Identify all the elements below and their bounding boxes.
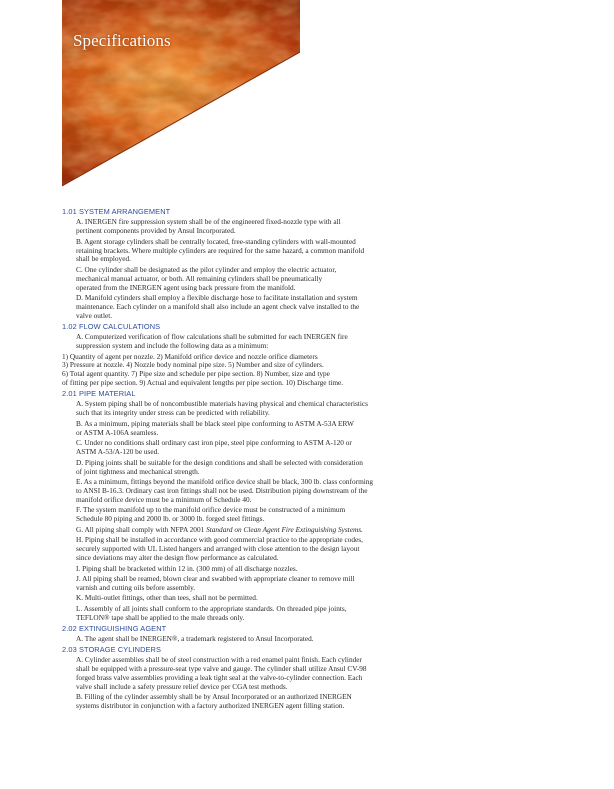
spec-paragraph: A. The agent shall be INERGEN®, a trademark registered to Ansul Incorporated. — [76, 633, 314, 643]
spec-paragraph: H. Piping shall be installed in accordance with good commercial practice to the appropriate codes, securely supported with UL Listed hangers and arranged with close attention to the design layout since deviations may alter the design flow performance as calculated. — [76, 535, 363, 563]
section-heading: 2.02 EXTINGUISHING AGENT — [62, 623, 167, 633]
section-heading: 1.01 SYSTEM ARRANGEMENT — [62, 207, 171, 216]
spec-paragraph: D. Piping joints shall be suitable for the design conditions and shall be selected with consideration of joint tightness and mechanical strength. — [76, 457, 363, 476]
section-heading: 2.01 PIPE MATERIAL — [62, 389, 136, 399]
section-heading: 2.03 STORAGE CYLINDERS — [62, 644, 161, 654]
standard-title: Standard on Clean Agent Fire Extinguishing Systems. — [206, 524, 363, 534]
spec-paragraph: G. All piping shall comply with NFPA 2001 Standard on Clean Agent Fire Extinguishing Systems. — [76, 524, 363, 534]
spec-paragraph: A. System piping shall be of noncombustible materials having physical and chemical characteristics such that its integrity under stress can be predicted with reliability. — [76, 399, 369, 418]
spec-paragraph: E. As a minimum, fittings beyond the manifold orifice device shall be black, 300 lb. class conforming to ANSI B-16.3. Ordinary cast iron fittings shall not be used. Distribution piping downstream of the manifold orifice device must be a minimum of Schedule 40. — [76, 477, 374, 504]
spec-paragraph: 1) Quantity of agent per nozzle. 2) Manifold orifice device and nozzle orifice diameters 3) Pressure at nozzle. 4) Nozzle body nominal pipe size. 5) Number and size of cylinders. 6) Total agent quantity. 7) Pipe size and schedule per pipe section. 8) Number, size and type of fitting per pipe section. 9) Actual and equivalent lengths per pipe section. 10) Discharge time. — [62, 351, 344, 388]
spec-paragraph: A. INERGEN fire suppression system shall be of the engineered fixed-nozzle type with all pertinent components provided by Ansul Incorporated. — [76, 217, 341, 236]
spec-paragraph: A. Cylinder assemblies shall be of steel construction with a red enamel paint finish. Each cylinder shall be equipped with a pressure-seat type valve and gauge. The cylinder shall utilize Ansul CV-98 forged brass valve assemblies providing a leak tight seal at the valve-to-cylinder connection. Each valve shall include a safety pressure relief device per CGA test methods. — [76, 655, 367, 691]
spec-paragraph: K. Multi-outlet fittings, other than tees, shall not be permitted. — [76, 593, 258, 603]
spec-paragraph: B. Agent storage cylinders shall be centrally located, free-standing cylinders with wall-mounted retaining brackets. Where multiple cylinders are required for the same hazard, a common manifold shall be employed. — [76, 236, 365, 264]
spec-paragraph: L. Assembly of all joints shall conform to the appropriate standards. On threaded pipe joints, TEFLON® tape shall be applied to the male threads only. — [76, 603, 347, 622]
spec-paragraph: I. Piping shall be bracketed within 12 in. (300 mm) of all discharge nozzles. — [76, 563, 298, 573]
page-title: Specifications — [73, 31, 171, 50]
spec-paragraph: A. Computerized verification of flow calculations shall be submitted for each INERGEN fire suppression system and include the following data as a minimum: — [76, 332, 348, 351]
spec-paragraph: B. As a minimum, piping materials shall be black steel pipe conforming to ASTM A-53A ERW or ASTM A-106A seamless. — [76, 418, 354, 437]
spec-paragraph: J. All piping shall be reamed, blown clear and swabbed with appropriate cleaner to remove mill varnish and cutting oils before assembly. — [76, 574, 355, 592]
spec-paragraph: D. Manifold cylinders shall employ a flexible discharge hose to facilitate installation and system maintenance. Each cylinder on a manifold shall also include an agent check valve installed to the valve outlet. — [76, 293, 360, 321]
spec-paragraph: F. The system manifold up to the manifold orifice device must be constructed of a minimum Schedule 80 piping and 2000 lb. or 3000 lb. forged steel fittings. — [76, 505, 346, 524]
spec-paragraph: C. One cylinder shall be designated as the pilot cylinder and employ the electric actuator, mechanical manual actuator, or both. All remaining cylinders shall be pneumatically operated from the INERGEN agent using back pressure from the manifold. — [76, 264, 337, 292]
fire-banner-image — [0, 0, 300, 192]
specifications-body — [62, 206, 462, 713]
spec-paragraph: B. Filling of the cylinder assembly shall be by Ansul Incorporated or an authorized INERGEN systems distributor in conjunction with a factory authorized INERGEN agent filling station. — [76, 692, 352, 711]
section-heading: 1.02 FLOW CALCULATIONS — [62, 321, 161, 331]
spec-paragraph: C. Under no conditions shall ordinary cast iron pipe, steel pipe conforming to ASTM A-120 or ASTM A-53/A-120 be used. — [76, 438, 352, 457]
